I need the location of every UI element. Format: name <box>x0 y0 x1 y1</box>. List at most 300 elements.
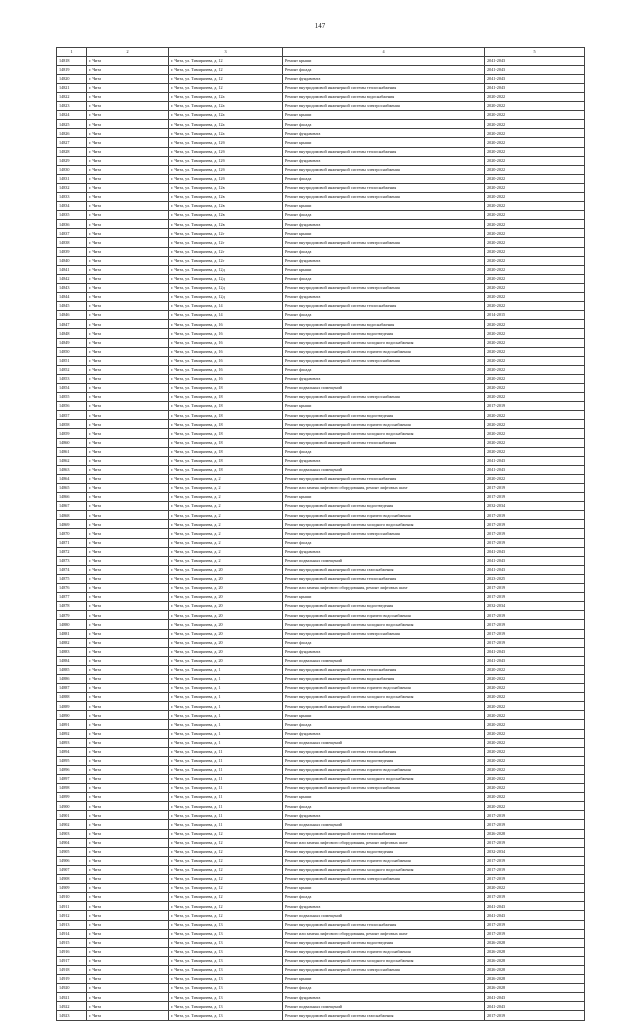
work-type-cell: Ремонт или замена лифтового оборудования, ремонт лифтовых шахт <box>283 929 485 938</box>
work-type-cell: Ремонт или замена лифтового оборудования, ремонт лифтовых шахт <box>283 484 485 493</box>
table-row <box>57 102 585 111</box>
address-cell: г. Чита, ул. Тимирязева, д. 11 <box>169 802 283 811</box>
address-cell: г. Чита, ул. Тимирязева, д. 2 <box>169 547 283 556</box>
table-row <box>57 629 585 638</box>
municipality-cell: г. Чита <box>87 865 169 874</box>
address-cell: г. Чита, ул. Тимирязева, д. 12 <box>169 875 283 884</box>
address-cell: г. Чита, ул. Тимирязева, д. 20 <box>169 584 283 593</box>
period-cell: 2020-2022 <box>485 202 585 211</box>
row-number-cell: 14895 <box>57 756 87 765</box>
column-header: 3 <box>169 48 283 57</box>
municipality-cell: г. Чита <box>87 174 169 183</box>
period-cell: 2020-2022 <box>485 220 585 229</box>
table-row <box>57 938 585 947</box>
period-cell: 2020-2022 <box>485 711 585 720</box>
table-row <box>57 565 585 574</box>
table-row <box>57 356 585 365</box>
row-number-cell: 14887 <box>57 684 87 693</box>
row-number-cell: 14855 <box>57 393 87 402</box>
address-cell: г. Чита, ул. Тимирязева, д. 12 <box>169 829 283 838</box>
period-cell: 2017-2019 <box>485 593 585 602</box>
municipality-cell: г. Чита <box>87 629 169 638</box>
municipality-cell: г. Чита <box>87 102 169 111</box>
period-cell: 2017-2019 <box>485 920 585 929</box>
address-cell: г. Чита, ул. Тимирязева, д. 11 <box>169 775 283 784</box>
municipality-cell: г. Чита <box>87 320 169 329</box>
table-row <box>57 502 585 511</box>
address-cell: г. Чита, ул. Тимирязева, д. 20 <box>169 602 283 611</box>
work-type-cell: Ремонт внутридомовой инженерной системы газоснабжения <box>283 565 485 574</box>
table-row <box>57 802 585 811</box>
work-type-cell: Ремонт внутридомовой инженерной системы водоотведения <box>283 756 485 765</box>
municipality-cell: г. Чита <box>87 929 169 938</box>
table-row <box>57 383 585 392</box>
table-row <box>57 247 585 256</box>
period-cell: 2017-2019 <box>485 611 585 620</box>
municipality-cell: г. Чита <box>87 438 169 447</box>
table-row <box>57 593 585 602</box>
address-cell: г. Чита, ул. Тимирязева, д. 2 <box>169 520 283 529</box>
work-type-cell: Ремонт внутридомовой инженерной системы холодного водоснабжения <box>283 338 485 347</box>
table-row <box>57 474 585 483</box>
municipality-cell: г. Чита <box>87 511 169 520</box>
period-cell: 2041-2043 <box>485 1002 585 1011</box>
municipality-cell: г. Чита <box>87 647 169 656</box>
row-number-cell: 14821 <box>57 83 87 92</box>
row-number-cell: 14829 <box>57 156 87 165</box>
row-number-cell: 14854 <box>57 383 87 392</box>
address-cell: г. Чита, ул. Тимирязева, д. 20 <box>169 629 283 638</box>
period-cell: 2020-2022 <box>485 156 585 165</box>
address-cell: г. Чита, ул. Тимирязева, д. 18 <box>169 447 283 456</box>
row-number-cell: 14834 <box>57 202 87 211</box>
table-row <box>57 775 585 784</box>
period-cell: 2020-2022 <box>485 447 585 456</box>
address-cell: г. Чита, ул. Тимирязева, д. 1 <box>169 711 283 720</box>
work-type-cell: Ремонт внутридомовой инженерной системы электроснабжения <box>283 629 485 638</box>
municipality-cell: г. Чита <box>87 902 169 911</box>
work-type-cell: Ремонт фундамента <box>283 993 485 1002</box>
table-row <box>57 811 585 820</box>
work-type-cell: Ремонт внутридомовой инженерной системы холодного водоснабжения <box>283 956 485 965</box>
table-row <box>57 365 585 374</box>
period-cell: 2017-2019 <box>485 893 585 902</box>
row-number-cell: 14840 <box>57 256 87 265</box>
municipality-cell: г. Чита <box>87 156 169 165</box>
work-type-cell: Ремонт внутридомовой инженерной системы электроснабжения <box>283 529 485 538</box>
address-cell: г. Чита, ул. Тимирязева, д. 1 <box>169 665 283 674</box>
work-type-cell: Ремонт фасада <box>283 211 485 220</box>
address-cell: г. Чита, ул. Тимирязева, д. 13 <box>169 993 283 1002</box>
row-number-cell: 14889 <box>57 702 87 711</box>
table-row <box>57 220 585 229</box>
address-cell: г. Чита, ул. Тимирязева, д. 12 <box>169 56 283 65</box>
row-number-cell: 14863 <box>57 465 87 474</box>
period-cell: 2020-2022 <box>485 211 585 220</box>
table-row <box>57 893 585 902</box>
address-cell: г. Чита, ул. Тимирязева, д. 12 <box>169 838 283 847</box>
municipality-cell: г. Чита <box>87 838 169 847</box>
municipality-cell: г. Чита <box>87 311 169 320</box>
work-type-cell: Ремонт внутридомовой инженерной системы горячего водоснабжения <box>283 947 485 956</box>
address-cell: г. Чита, ул. Тимирязева, д. 1 <box>169 684 283 693</box>
municipality-cell: г. Чита <box>87 193 169 202</box>
work-type-cell: Ремонт подвальных помещений <box>283 1002 485 1011</box>
row-number-cell: 14915 <box>57 938 87 947</box>
table-row <box>57 665 585 674</box>
address-cell: г. Чита, ул. Тимирязева, д. 16 <box>169 320 283 329</box>
municipality-cell: г. Чита <box>87 638 169 647</box>
work-type-cell: Ремонт внутридомовой инженерной системы теплоснабжения <box>283 302 485 311</box>
row-number-cell: 14878 <box>57 602 87 611</box>
row-number-cell: 14859 <box>57 429 87 438</box>
work-type-cell: Ремонт фасада <box>283 447 485 456</box>
work-type-cell: Ремонт крыши <box>283 56 485 65</box>
column-header: 1 <box>57 48 87 57</box>
period-cell: 2020-2022 <box>485 138 585 147</box>
address-cell: г. Чита, ул. Тимирязева, д. 12б <box>169 174 283 183</box>
address-cell: г. Чита, ул. Тимирязева, д. 20 <box>169 647 283 656</box>
work-type-cell: Ремонт крыши <box>283 265 485 274</box>
row-number-cell: 14905 <box>57 847 87 856</box>
municipality-cell: г. Чита <box>87 856 169 865</box>
address-cell: г. Чита, ул. Тимирязева, д. 20 <box>169 638 283 647</box>
row-number-cell: 14872 <box>57 547 87 556</box>
period-cell: 2020-2022 <box>485 111 585 120</box>
table-row <box>57 129 585 138</box>
work-type-cell: Ремонт внутридомовой инженерной системы теплоснабжения <box>283 665 485 674</box>
row-number-cell: 14837 <box>57 229 87 238</box>
period-cell: 2017-2019 <box>485 811 585 820</box>
address-cell: г. Чита, ул. Тимирязева, д. 2 <box>169 484 283 493</box>
address-cell: г. Чита, ул. Тимирязева, д. 18 <box>169 383 283 392</box>
work-type-cell: Ремонт крыши <box>283 711 485 720</box>
municipality-cell: г. Чита <box>87 129 169 138</box>
table-row <box>57 511 585 520</box>
address-cell: г. Чита, ул. Тимирязева, д. 12б <box>169 147 283 156</box>
table-row <box>57 302 585 311</box>
row-number-cell: 14917 <box>57 956 87 965</box>
row-number-cell: 14828 <box>57 147 87 156</box>
row-number-cell: 14857 <box>57 411 87 420</box>
row-number-cell: 14883 <box>57 647 87 656</box>
work-type-cell: Ремонт фундамента <box>283 293 485 302</box>
period-cell: 2017-2019 <box>485 838 585 847</box>
row-number-cell: 14899 <box>57 793 87 802</box>
municipality-cell: г. Чита <box>87 147 169 156</box>
period-cell: 2017-2019 <box>485 620 585 629</box>
table-row <box>57 547 585 556</box>
work-type-cell: Ремонт внутридомовой инженерной системы холодного водоснабжения <box>283 865 485 874</box>
municipality-cell: г. Чита <box>87 302 169 311</box>
period-cell: 2020-2022 <box>485 356 585 365</box>
table-row <box>57 674 585 683</box>
row-number-cell: 14916 <box>57 947 87 956</box>
table-row <box>57 574 585 583</box>
work-type-cell: Ремонт фасада <box>283 538 485 547</box>
municipality-cell: г. Чита <box>87 820 169 829</box>
row-number-cell: 14922 <box>57 1002 87 1011</box>
municipality-cell: г. Чита <box>87 338 169 347</box>
municipality-cell: г. Чита <box>87 893 169 902</box>
period-cell: 2026-2028 <box>485 947 585 956</box>
table-row <box>57 147 585 156</box>
municipality-cell: г. Чита <box>87 502 169 511</box>
row-number-cell: 14914 <box>57 929 87 938</box>
row-number-cell: 14846 <box>57 311 87 320</box>
municipality-cell: г. Чита <box>87 702 169 711</box>
work-type-cell: Ремонт фасада <box>283 638 485 647</box>
row-number-cell: 14921 <box>57 993 87 1002</box>
period-cell: 2020-2022 <box>485 738 585 747</box>
table-row <box>57 902 585 911</box>
address-cell: г. Чита, ул. Тимирязева, д. 13 <box>169 1011 283 1020</box>
municipality-cell: г. Чита <box>87 447 169 456</box>
period-cell: 2017-2019 <box>485 529 585 538</box>
row-number-cell: 14890 <box>57 711 87 720</box>
municipality-cell: г. Чита <box>87 229 169 238</box>
table-row <box>57 238 585 247</box>
table-row <box>57 865 585 874</box>
work-type-cell: Ремонт крыши <box>283 111 485 120</box>
table-row <box>57 529 585 538</box>
period-cell: 2020-2022 <box>485 420 585 429</box>
work-type-cell: Ремонт внутридомовой инженерной системы горячего водоснабжения <box>283 420 485 429</box>
row-number-cell: 14907 <box>57 865 87 874</box>
address-cell: г. Чита, ул. Тимирязева, д. 14 <box>169 302 283 311</box>
municipality-cell: г. Чита <box>87 183 169 192</box>
row-number-cell: 14818 <box>57 56 87 65</box>
period-cell: 2017-2019 <box>485 584 585 593</box>
work-type-cell: Ремонт внутридомовой инженерной системы водоотведения <box>283 329 485 338</box>
row-number-cell: 14853 <box>57 374 87 383</box>
table-row <box>57 711 585 720</box>
period-cell: 2017-2019 <box>485 929 585 938</box>
municipality-cell: г. Чита <box>87 365 169 374</box>
table-row <box>57 283 585 292</box>
period-cell: 2020-2022 <box>485 102 585 111</box>
period-cell: 2041-2043 <box>485 993 585 1002</box>
municipality-cell: г. Чита <box>87 420 169 429</box>
table-row <box>57 920 585 929</box>
period-cell: 2020-2022 <box>485 283 585 292</box>
row-number-cell: 14904 <box>57 838 87 847</box>
row-number-cell: 14841 <box>57 265 87 274</box>
period-cell: 2041-2043 <box>485 465 585 474</box>
municipality-cell: г. Чита <box>87 811 169 820</box>
municipality-cell: г. Чита <box>87 456 169 465</box>
table-row <box>57 165 585 174</box>
work-type-cell: Ремонт внутридомовой инженерной системы электроснабжения <box>283 102 485 111</box>
work-type-cell: Ремонт внутридомовой инженерной системы водоотведения <box>283 411 485 420</box>
municipality-cell: г. Чита <box>87 720 169 729</box>
work-type-cell: Ремонт внутридомовой инженерной системы теплоснабжения <box>283 829 485 838</box>
municipality-cell: г. Чита <box>87 965 169 974</box>
table-row <box>57 765 585 774</box>
municipality-cell: г. Чита <box>87 765 169 774</box>
address-cell: г. Чита, ул. Тимирязева, д. 2 <box>169 511 283 520</box>
work-type-cell: Ремонт внутридомовой инженерной системы электроснабжения <box>283 356 485 365</box>
address-cell: г. Чита, ул. Тимирязева, д. 2 <box>169 538 283 547</box>
municipality-cell: г. Чита <box>87 65 169 74</box>
work-type-cell: Ремонт фундамента <box>283 902 485 911</box>
row-number-cell: 14919 <box>57 975 87 984</box>
work-type-cell: Ремонт внутридомовой инженерной системы горячего водоснабжения <box>283 511 485 520</box>
address-cell: г. Чита, ул. Тимирязева, д. 16 <box>169 338 283 347</box>
municipality-cell: г. Чита <box>87 247 169 256</box>
work-type-cell: Ремонт фасада <box>283 247 485 256</box>
municipality-cell: г. Чита <box>87 738 169 747</box>
municipality-cell: г. Чита <box>87 656 169 665</box>
work-type-cell: Ремонт внутридомовой инженерной системы водоотведения <box>283 602 485 611</box>
work-type-cell: Ремонт крыши <box>283 975 485 984</box>
address-cell: г. Чита, ул. Тимирязева, д. 13 <box>169 920 283 929</box>
table-row <box>57 202 585 211</box>
table-row <box>57 211 585 220</box>
row-number-cell: 14826 <box>57 129 87 138</box>
period-cell: 2014-2015 <box>485 311 585 320</box>
table-row <box>57 83 585 92</box>
address-cell: г. Чита, ул. Тимирязева, д. 2 <box>169 529 283 538</box>
municipality-cell: г. Чита <box>87 920 169 929</box>
municipality-cell: г. Чита <box>87 220 169 229</box>
table-row <box>57 856 585 865</box>
row-number-cell: 14886 <box>57 674 87 683</box>
work-type-cell: Ремонт внутридомовой инженерной системы теплоснабжения <box>283 474 485 483</box>
address-cell: г. Чита, ул. Тимирязева, д. 1 <box>169 729 283 738</box>
municipality-cell: г. Чита <box>87 684 169 693</box>
work-type-cell: Ремонт внутридомовой инженерной системы теплоснабжения <box>283 83 485 92</box>
row-number-cell: 14827 <box>57 138 87 147</box>
table-row <box>57 92 585 101</box>
address-cell: г. Чита, ул. Тимирязева, д. 12в <box>169 193 283 202</box>
municipality-cell: г. Чита <box>87 611 169 620</box>
table-row <box>57 429 585 438</box>
municipality-cell: г. Чита <box>87 274 169 283</box>
period-cell: 2041-2043 <box>485 456 585 465</box>
work-type-cell: Ремонт подвальных помещений <box>283 911 485 920</box>
address-cell: г. Чита, ул. Тимирязева, д. 12д <box>169 274 283 283</box>
period-cell: 2020-2022 <box>485 329 585 338</box>
column-header: 5 <box>485 48 585 57</box>
address-cell: г. Чита, ул. Тимирязева, д. 1 <box>169 693 283 702</box>
address-cell: г. Чита, ул. Тимирязева, д. 2 <box>169 502 283 511</box>
work-type-cell: Ремонт внутридомовой инженерной системы холодного водоснабжения <box>283 520 485 529</box>
municipality-cell: г. Чита <box>87 975 169 984</box>
table-row <box>57 411 585 420</box>
work-type-cell: Ремонт внутридомовой инженерной системы водоотведения <box>283 502 485 511</box>
address-cell: г. Чита, ул. Тимирязева, д. 18 <box>169 402 283 411</box>
row-number-cell: 14911 <box>57 902 87 911</box>
municipality-cell: г. Чита <box>87 593 169 602</box>
period-cell: 2032-2034 <box>485 847 585 856</box>
row-number-cell: 14839 <box>57 247 87 256</box>
row-number-cell: 14861 <box>57 447 87 456</box>
table-row <box>57 265 585 274</box>
address-cell: г. Чита, ул. Тимирязева, д. 12д <box>169 283 283 292</box>
municipality-cell: г. Чита <box>87 911 169 920</box>
work-type-cell: Ремонт крыши <box>283 884 485 893</box>
address-cell: г. Чита, ул. Тимирязева, д. 13 <box>169 956 283 965</box>
municipality-cell: г. Чита <box>87 429 169 438</box>
row-number-cell: 14844 <box>57 293 87 302</box>
address-cell: г. Чита, ул. Тимирязева, д. 11 <box>169 793 283 802</box>
municipality-cell: г. Чита <box>87 484 169 493</box>
table-row <box>57 465 585 474</box>
table-row <box>57 311 585 320</box>
municipality-cell: г. Чита <box>87 1011 169 1020</box>
row-number-cell: 14920 <box>57 984 87 993</box>
row-number-cell: 14903 <box>57 829 87 838</box>
period-cell: 2020-2022 <box>485 393 585 402</box>
municipality-cell: г. Чита <box>87 474 169 483</box>
period-cell: 2020-2022 <box>485 429 585 438</box>
row-number-cell: 14836 <box>57 220 87 229</box>
row-number-cell: 14874 <box>57 565 87 574</box>
row-number-cell: 14842 <box>57 274 87 283</box>
address-cell: г. Чита, ул. Тимирязева, д. 12 <box>169 911 283 920</box>
table-header-row <box>57 48 585 57</box>
table-row <box>57 320 585 329</box>
work-type-cell: Ремонт подвальных помещений <box>283 556 485 565</box>
period-cell: 2026-2028 <box>485 938 585 947</box>
work-type-cell: Ремонт фундамента <box>283 129 485 138</box>
period-cell: 2041-2043 <box>485 647 585 656</box>
period-cell: 2020-2022 <box>485 147 585 156</box>
address-cell: г. Чита, ул. Тимирязева, д. 12а <box>169 129 283 138</box>
period-cell: 2020-2022 <box>485 320 585 329</box>
period-cell: 2020-2022 <box>485 92 585 101</box>
row-number-cell: 14881 <box>57 629 87 638</box>
table-row <box>57 847 585 856</box>
work-type-cell: Ремонт внутридомовой инженерной системы электроснабжения <box>283 965 485 974</box>
address-cell: г. Чита, ул. Тимирязева, д. 13 <box>169 938 283 947</box>
address-cell: г. Чита, ул. Тимирязева, д. 18 <box>169 456 283 465</box>
address-cell: г. Чита, ул. Тимирязева, д. 20 <box>169 656 283 665</box>
table-row <box>57 620 585 629</box>
period-cell: 2017-2019 <box>485 1011 585 1020</box>
municipality-cell: г. Чита <box>87 256 169 265</box>
address-cell: г. Чита, ул. Тимирязева, д. 12г <box>169 238 283 247</box>
period-cell: 2020-2022 <box>485 165 585 174</box>
work-type-cell: Ремонт внутридомовой инженерной системы водоотведения <box>283 847 485 856</box>
address-cell: г. Чита, ул. Тимирязева, д. 14 <box>169 311 283 320</box>
address-cell: г. Чита, ул. Тимирязева, д. 12 <box>169 893 283 902</box>
work-type-cell: Ремонт крыши <box>283 229 485 238</box>
period-cell: 2041-2043 <box>485 556 585 565</box>
row-number-cell: 14923 <box>57 1011 87 1020</box>
work-type-cell: Ремонт крыши <box>283 793 485 802</box>
address-cell: г. Чита, ул. Тимирязева, д. 11 <box>169 820 283 829</box>
address-cell: г. Чита, ул. Тимирязева, д. 12 <box>169 847 283 856</box>
table-row <box>57 456 585 465</box>
work-type-cell: Ремонт фасада <box>283 720 485 729</box>
address-cell: г. Чита, ул. Тимирязева, д. 12б <box>169 156 283 165</box>
municipality-cell: г. Чита <box>87 665 169 674</box>
work-type-cell: Ремонт подвальных помещений <box>283 465 485 474</box>
period-cell: 2017-2019 <box>485 638 585 647</box>
row-number-cell: 14851 <box>57 356 87 365</box>
table-row <box>57 1002 585 1011</box>
period-cell: 2041-2043 <box>485 656 585 665</box>
row-number-cell: 14900 <box>57 802 87 811</box>
period-cell: 2020-2022 <box>485 129 585 138</box>
address-cell: г. Чита, ул. Тимирязева, д. 12г <box>169 229 283 238</box>
work-type-cell: Ремонт фасада <box>283 65 485 74</box>
row-number-cell: 14858 <box>57 420 87 429</box>
address-cell: г. Чита, ул. Тимирязева, д. 12 <box>169 65 283 74</box>
address-cell: г. Чита, ул. Тимирязева, д. 12а <box>169 92 283 101</box>
